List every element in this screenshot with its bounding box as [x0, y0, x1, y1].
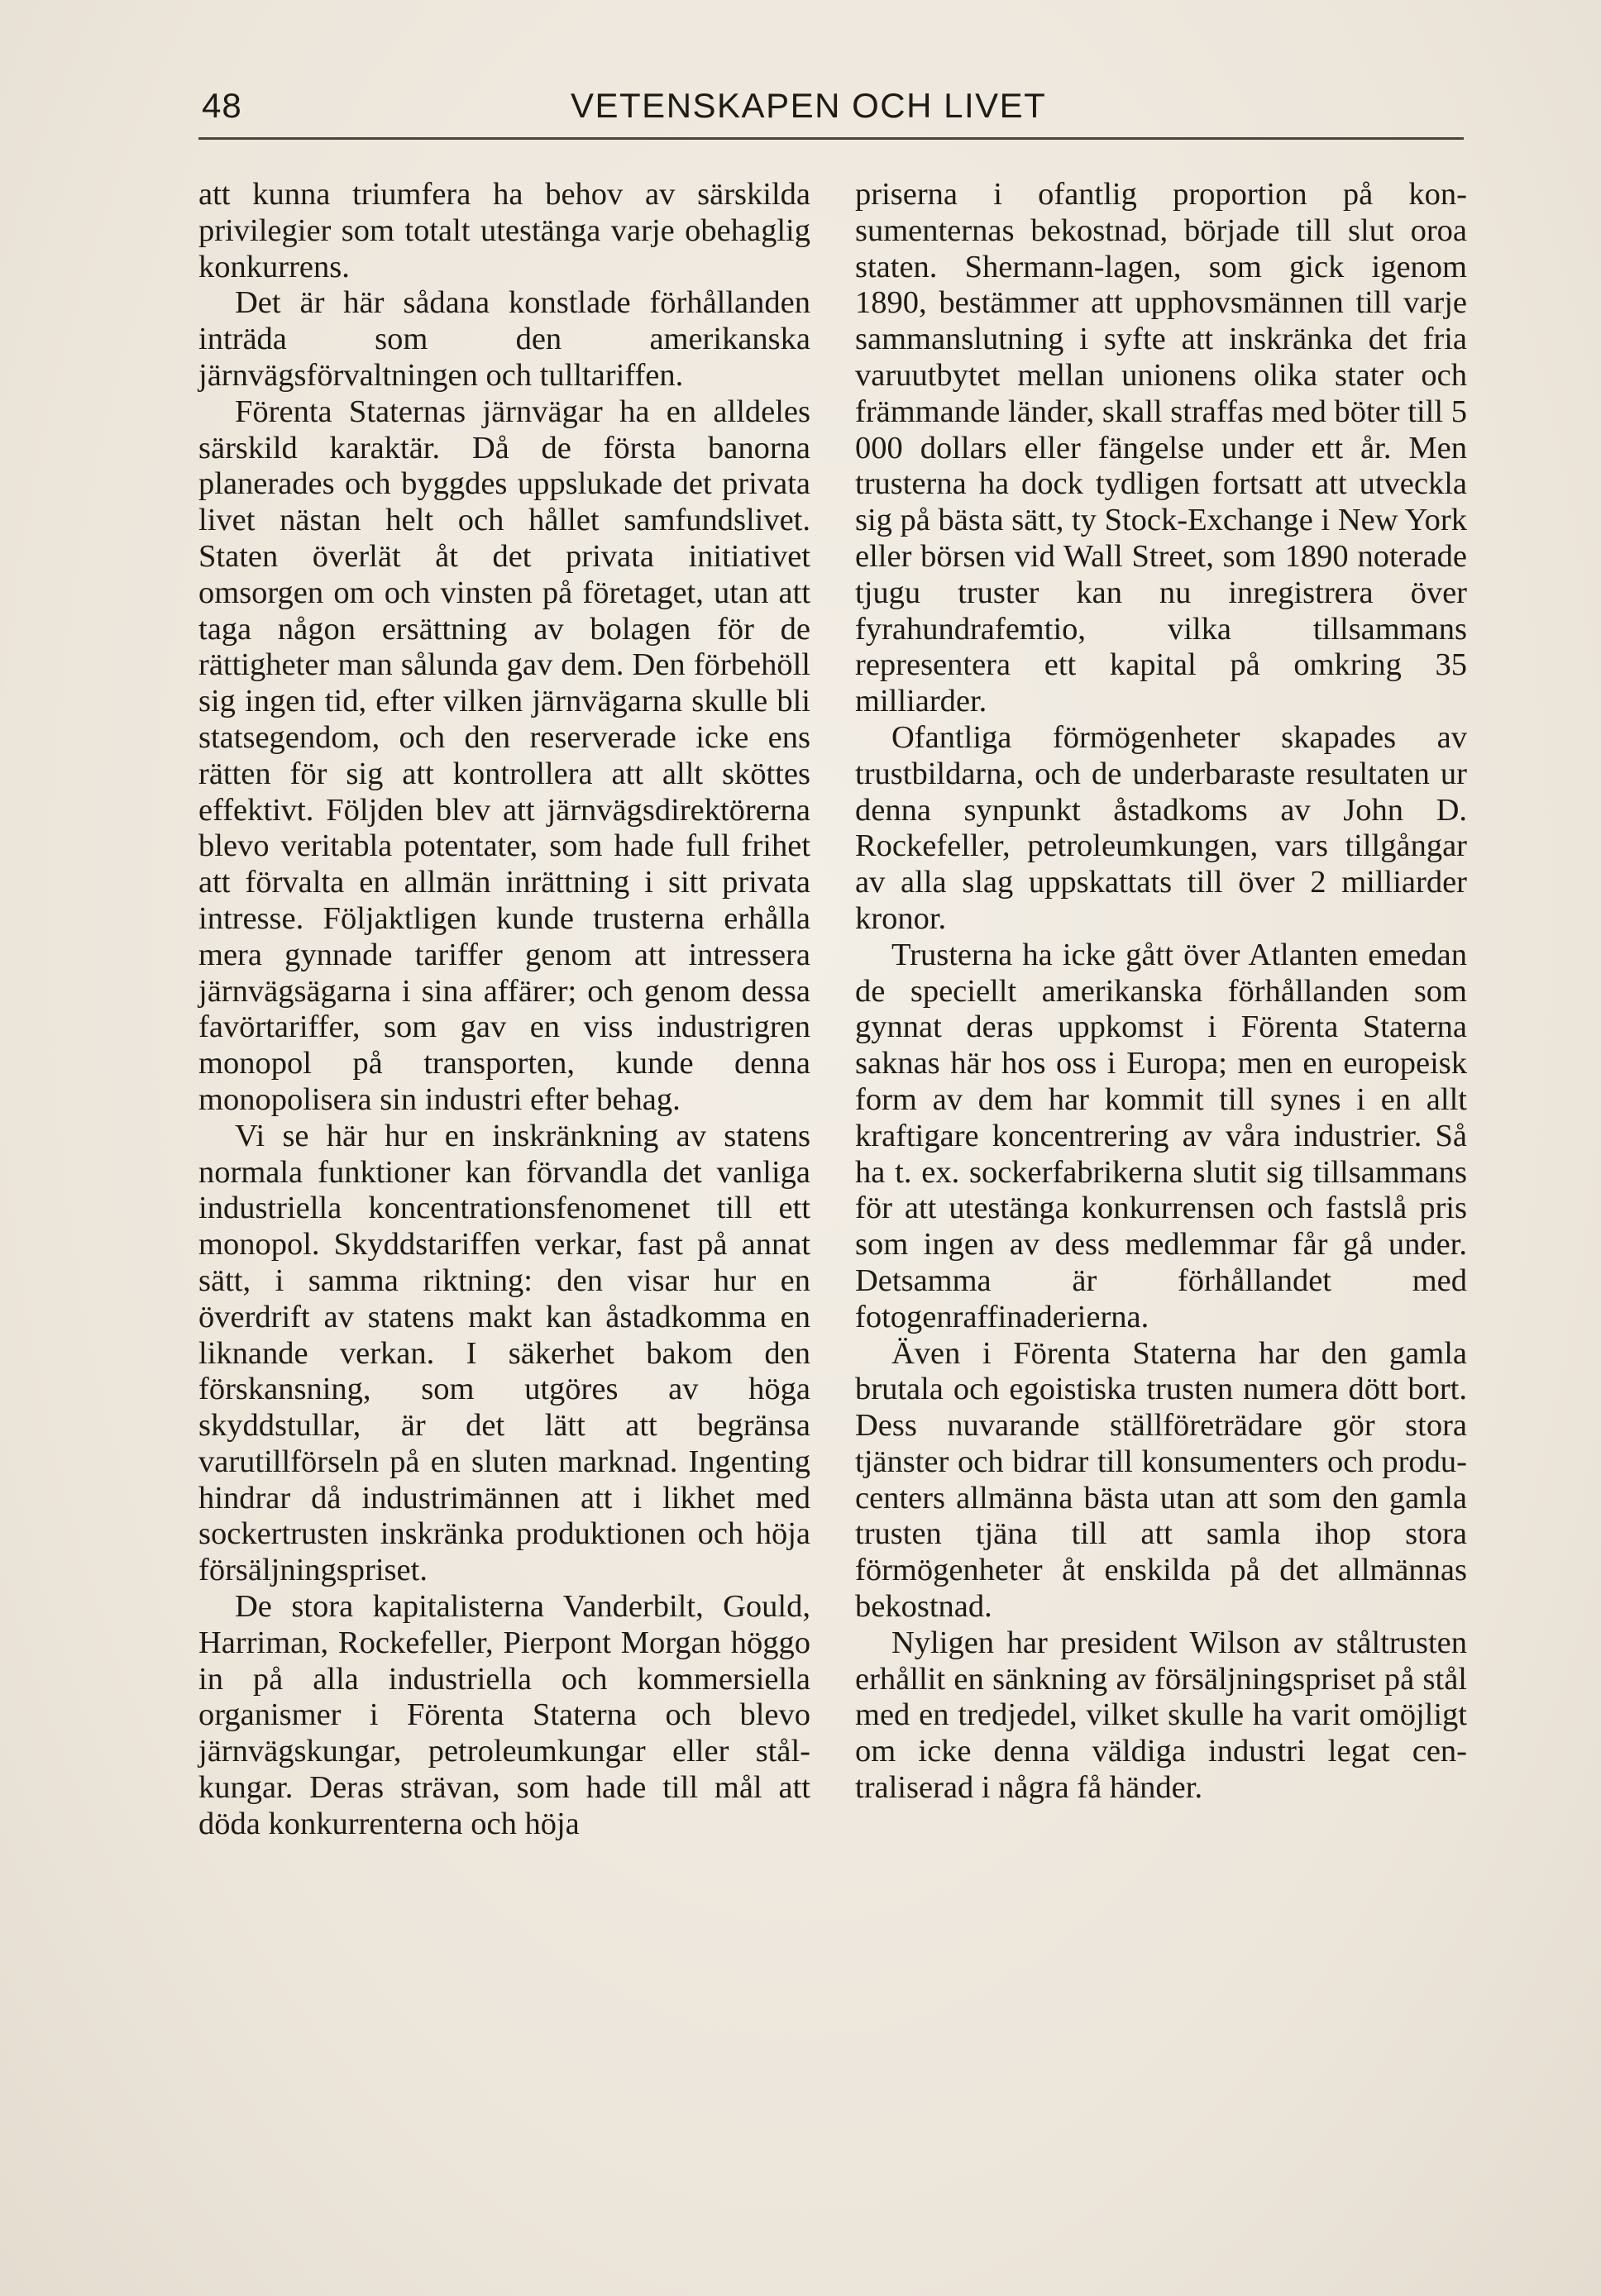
paragraph: Trusterna ha icke gått över Atlanten emedan de speciellt amerikanska förhållanden som gynnat deras uppkomst i Förenta Staterna saknas här hos oss i Europa; men en europeisk form av dem har kommit till synes i en allt kraftigare koncentrering av våra industrier. Så ha t. ex. sockerfabrikerna slutit sig tillsammans för att utestänga konkurrensen och fastslå pris som ingen av dess medlemmar får gå under. Detsamma är förhållandet med fotogenraffinaderierna.	[855, 937, 1467, 1334]
paragraph: De stora kapitalisterna Vanderbilt, Gould, Harriman, Rockefeller, Pierpont Morgan höggo in på alla industriella och kommersiella organismer i Förenta Staterna och blevo järnvägskungar, petroleumkungar eller stålkungar. Deras strävan, som hade till mål att döda konkurrenterna och höja	[198, 1589, 810, 1841]
paragraph: Även i Förenta Staterna har den gamla brutala och egoistiska trusten numera dött bort. Dess nuvarande ställföreträdare gör stora tjänster och bidrar till konsumenters och producenters allmänna bästa utan att som den gamla trusten tjäna till att samla ihop stora förmögenheter åt enskilda på det allmännas bekostnad.	[855, 1335, 1467, 1625]
paragraph: priserna i ofantlig proportion på konsumenternas bekostnad, började till slut oroa staten. Shermann-lagen, som gick igenom 1890, bestämmer att upphovsmännen till varje sammanslutning i syfte att inskränka det fria varuutbytet mellan unionens olika stater och främmande länder, skall straffas med böter till 5 000 dollars eller fängelse under ett år. Men trusterna ha dock tydligen fortsatt att utveckla sig på bästa sätt, ty Stock-Exchange i New York eller börsen vid Wall Street, som 1890 noterade tjugu truster kan nu inregistrera över fyrahundrafemtio, vilka tillsammans representera ett kapital på omkring 35 milliarder.	[855, 177, 1467, 719]
paragraph: att kunna triumfera ha behov av särskilda privilegier som totalt utestänga varje obehaglig konkurrens.	[198, 177, 810, 284]
paragraph: Det är här sådana konstlade förhållanden inträda som den amerikanska järnvägsförvaltningen och tulltariffen.	[198, 285, 810, 393]
paragraph: Vi se här hur en inskränkning av statens normala funktioner kan förvandla det vanliga industriella koncentrationsfenomenet till ett monopol. Skyddstariffen verkar, fast på annat sätt, i samma riktning: den visar hur en överdrift av statens makt kan åstadkomma en liknande verkan. I säkerhet bakom den förskansning, som utgöres av höga skyddstullar, är det lätt att begränsa varutillförseln på en sluten marknad. Ingenting hindrar då industrimännen att i likhet med sockertrusten inskränka produktionen och höja försäljningspriset.	[198, 1118, 810, 1588]
paragraph: Ofantliga förmögenheter skapades av trustbildarna, och de underbaraste resultaten ur denna synpunkt åstadkoms av John D. Rockefeller, petroleumkungen, vars tillgångar av alla slag uppskattats till över 2 milliarder kronor.	[855, 719, 1467, 936]
running-title: VETENSKAPEN OCH LIVET	[571, 86, 1047, 125]
right-column	[855, 177, 1467, 1807]
page-header	[198, 79, 1464, 146]
paragraph: Nyligen har president Wilson av ståltrusten erhållit en sänkning av försäljningspriset på stål med en tredjedel, vilket skulle ha varit omöjligt om icke denna väldiga industri legat centraliserad i några få händer.	[855, 1625, 1467, 1806]
header-rule	[198, 137, 1464, 140]
page-number: 48	[202, 86, 242, 125]
left-column	[198, 177, 810, 1843]
paragraph: Förenta Staternas järnvägar ha en alldeles särskild karaktär. Då de första banorna planerades och byggdes uppslukade det privata livet nästan helt och hållet samfundslivet. Staten överlät åt det privata initiativet omsorgen om och vinsten på företaget, utan att taga någon ersättning av bolagen för de rättigheter man sålunda gav dem. Den förbehöll sig ingen tid, efter vilken järnvägarna skulle bli statsegendom, och den reserverade icke ens rätten för sig att kontrollera att allt sköttes effektivt. Följden blev att järnvägsdirektörerna blevo veritabla potentater, som hade full frihet att förvalta en allmän inrättning i sitt privata intresse. Följaktligen kunde trusterna erhålla mera gynnade tariffer genom att intressera järnvägsägarna i sina affärer; och genom dessa favörtariffer, som gav en viss industrigren monopol på transporten, kunde denna monopolisera sin industri efter behag.	[198, 394, 810, 1117]
